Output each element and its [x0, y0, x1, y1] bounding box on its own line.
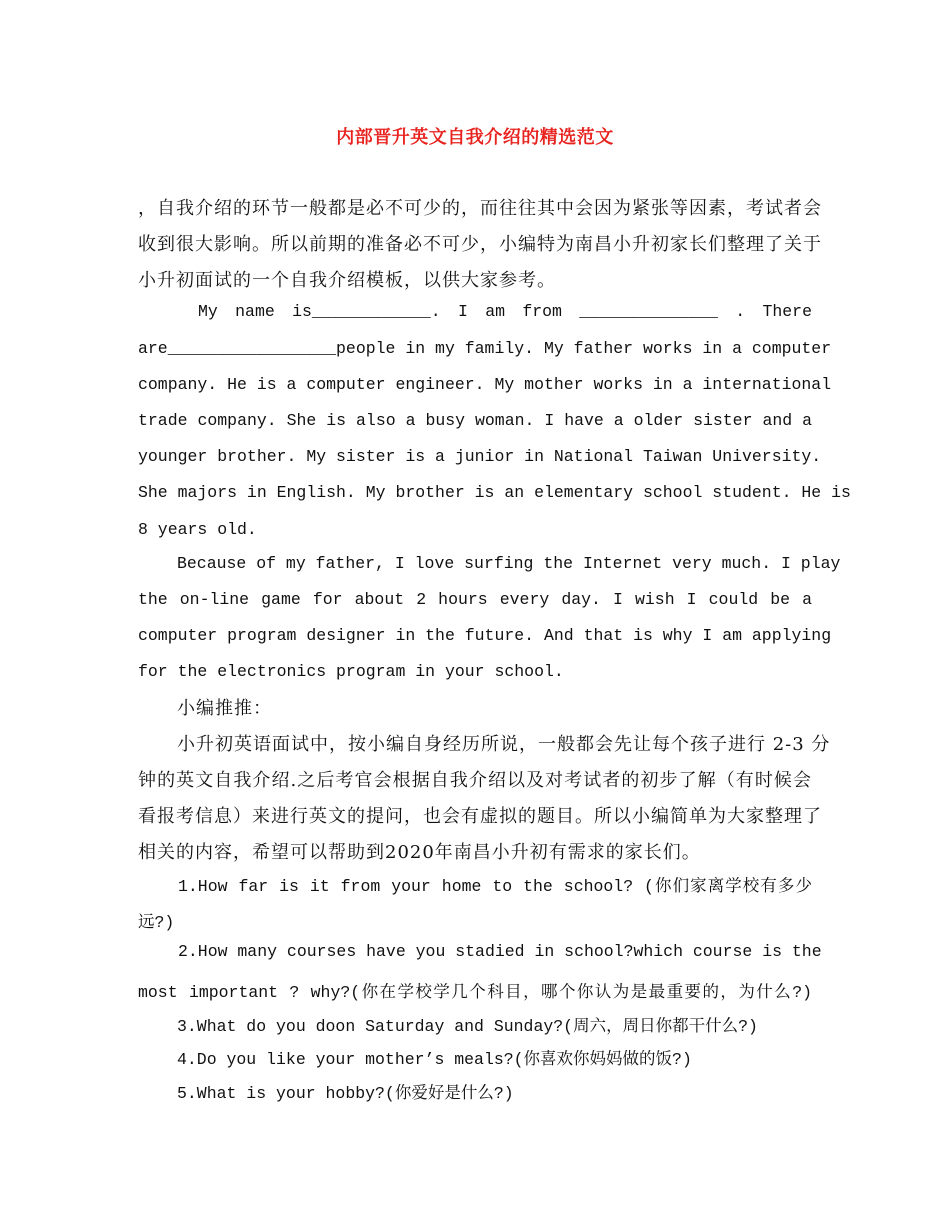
paragraph-line: younger brother. My sister is a junior in National Taiwan University.: [138, 447, 822, 466]
paragraph-line: She majors in English. My brother is an elementary school student. He is: [138, 483, 851, 502]
paragraph-line: 8 years old.: [138, 520, 257, 539]
paragraph-line: 小升初面试的一个自我介绍模板，以供大家参考。: [138, 270, 556, 291]
paragraph-line: 钟的英文自我介绍.之后考官会根据自我介绍以及对考试者的初步了解（有时候会: [138, 770, 812, 791]
question-item: 5.What is your hobby?(你爱好是什么?): [177, 1084, 514, 1103]
paragraph-line: ，自我介绍的环节一般都是必不可少的，而往往其中会因为紧张等因素，考试者会: [138, 198, 822, 219]
paragraph-line: computer program designer in the future. And that is why I am applying: [138, 626, 832, 645]
paragraph-line: My name is____________. I am from ______________ . There: [198, 302, 812, 321]
question-item: 4.Do you like your mother’s meals?(你喜欢你妈妈做的饭?): [177, 1050, 692, 1069]
question-item: 2.How many courses have you stadied in school?which course is the: [178, 942, 822, 961]
paragraph-line: 相关的内容，希望可以帮助到2020年南昌小升初有需求的家长们。: [138, 842, 701, 863]
paragraph-line: 收到很大影响。所以前期的准备必不可少，小编特为南昌小升初家长们整理了关于: [138, 234, 822, 255]
paragraph-line: trade company. She is also a busy woman. I have a older sister and a: [138, 411, 812, 430]
question-item: most important ? why?(你在学校学几个科目，哪个你认为是最重要的，为什么?): [138, 983, 812, 1002]
paragraph-line: 看报考信息）来进行英文的提问，也会有虚拟的题目。所以小编简单为大家整理了: [138, 806, 822, 827]
question-item: 1.How far is it from your home to the school? (你们家离学校有多少: [178, 877, 812, 896]
paragraph-line: are_________________people in my family. My father works in a computer: [138, 339, 832, 358]
paragraph-line: Because of my father, I love surfing the Internet very much. I play: [177, 554, 841, 573]
paragraph-line: company. He is a computer engineer. My mother works in a international: [138, 375, 832, 394]
question-item: 3.What do you doon Saturday and Sunday?(周六，周日你都干什么?): [177, 1017, 758, 1036]
paragraph-line: for the electronics program in your school.: [138, 662, 564, 681]
document-title: 内部晋升英文自我介绍的精选范文: [336, 127, 614, 148]
paragraph-line: the on-line game for about 2 hours every day. I wish I could be a: [138, 590, 812, 609]
question-item: 远?): [138, 913, 175, 932]
paragraph-line: 小升初英语面试中，按小编自身经历所说，一般都会先让每个孩子进行 2-3 分: [177, 734, 831, 755]
section-heading: 小编推推：: [177, 698, 272, 719]
